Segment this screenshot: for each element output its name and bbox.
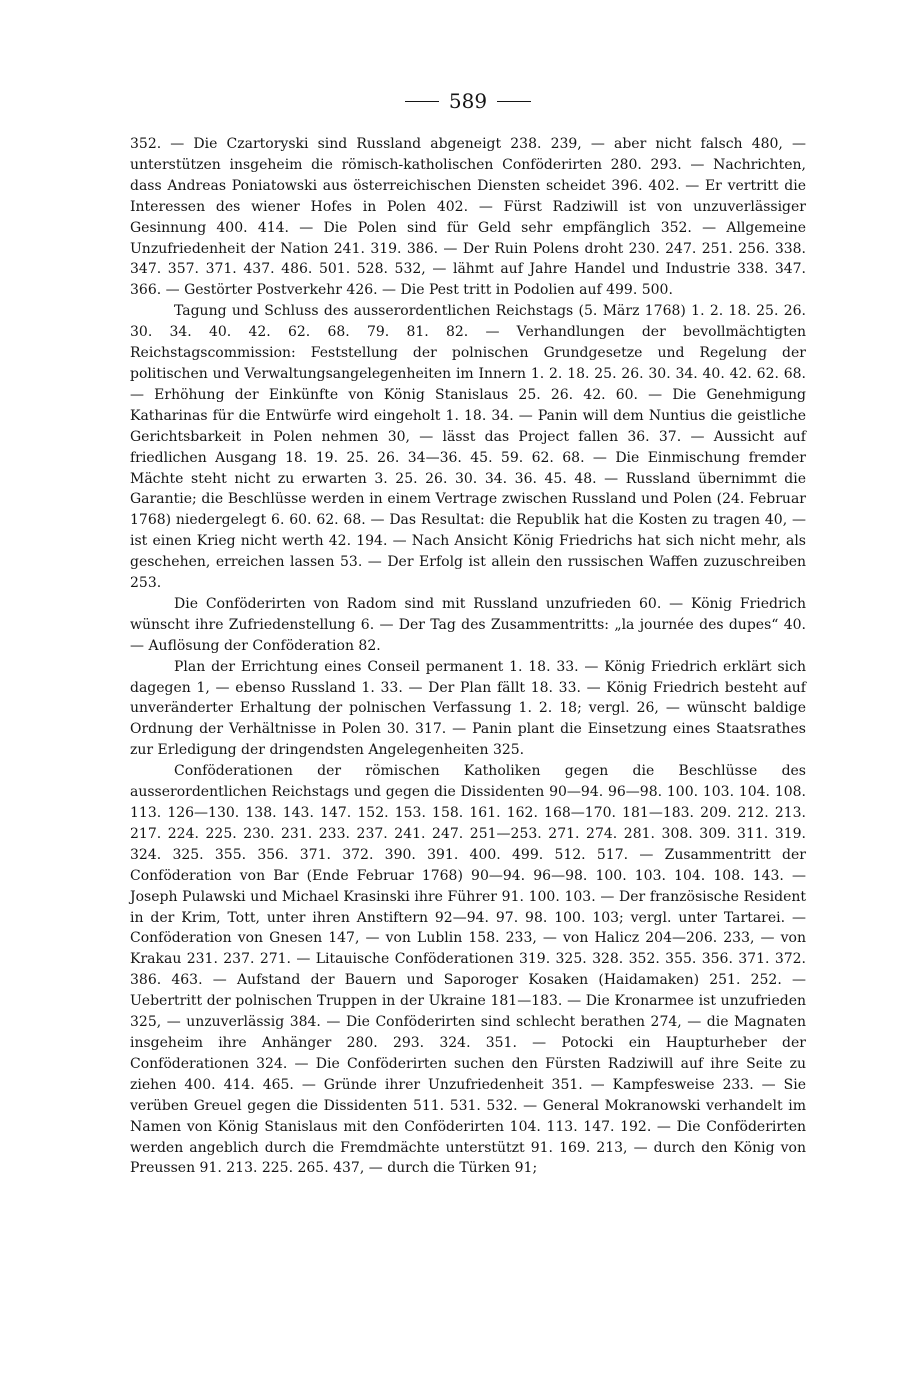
- index-paragraph-1: 352. — Die Czartoryski sind Russland abgeneigt 238. 239, — aber nicht falsch 480, — unterstützen insgeheim die römisch-katholischen Conföderirten 280. 293. — Nachrichten, dass Andreas Poniatowski aus österreichischen Diensten scheidet 396. 402. — Er vertritt die Interessen des wiener Hofes in Polen 402. — Fürst Radziwill ist von unzuverlässiger Gesinnung 400. 414. — Die Polen sind für Geld sehr empfänglich 352. — Allgemeine Unzufriedenheit der Nation 241. 319. 386. — Der Ruin Polens droht 230. 247. 251. 256. 338. 347. 357. 371. 437. 486. 501. 528. 532, — lähmt auf Jahre Handel und Industrie 338. 347. 366. — Gestörter Postverkehr 426. — Die Pest tritt in Podolien auf 499. 500.: [130, 136, 806, 299]
- page-header: [130, 88, 806, 114]
- index-paragraph-5: Conföderationen der römischen Katholiken gegen die Beschlüsse des ausserordentlichen Reichstags und gegen die Dissidenten 90—94. 96—98. 100. 103. 104. 108. 113. 126—130. 138. 143. 147. 152. 153. 158. 161. 162. 168—170. 181—183. 209. 212. 213. 217. 224. 225. 230. 231. 233. 237. 241. 247. 251—253. 271. 274. 281. 308. 309. 311. 319. 324. 325. 355. 356. 371. 372. 390. 391. 400. 499. 512. 517. — Zusammentritt der Conföderation von Bar (Ende Februar 1768) 90—94. 96—98. 100. 103. 104. 108. 143. — Joseph Pulawski und Michael Krasinski ihre Führer 91. 100. 103. — Der französische Resident in der Krim, Tott, unter ihren Anstiftern 92—94. 97. 98. 100. 103; vergl. unter Tartarei. — Conföderation von Gnesen 147, — von Lublin 158. 233, — von Halicz 204—206. 233, — von Krakau 231. 237. 271. — Litauische Conföderationen 319. 325. 328. 352. 355. 356. 371. 372. 386. 463. — Aufstand der Bauern und Saporoger Kosaken (Haidamaken) 251. 252. — Uebertritt der polnischen Truppen in der Ukraine 181—183. — Die Kronarmee ist unzufrieden 325, — unzuverlässig 384. — Die Conföderirten sind schlecht berathen 274, — die Magnaten insgeheim ihre Anhänger 280. 293. 324. 351. — Potocki ein Haupturheber der Conföderationen 324. — Die Conföderirten suchen den Fürsten Radziwill auf ihre Seite zu ziehen 400. 414. 465. — Gründe ihrer Unzufriedenheit 351. — Kampfesweise 233. — Sie verüben Greuel gegen die Dissidenten 511. 531. 532. — General Mokranowski verhandelt im Namen von König Stanislaus mit den Conföderirten 104. 113. 147. 192. — Die Conföderirten werden angeblich durch die Fremdmächte unterstützt 91. 169. 213, — durch den König von Preussen 91. 213. 225. 265. 437, — durch die Türken 91;: [130, 763, 806, 1177]
- index-paragraph-3: Die Conföderirten von Radom sind mit Russland unzufrieden 60. — König Friedrich wünscht ihre Zufriedenstellung 6. — Der Tag des Zusammentritts: „la journée des dupes“ 40. — Auflösung der Conföderation 82.: [130, 595, 806, 654]
- left-rule: [405, 101, 439, 102]
- index-paragraph-4: Plan der Errichtung eines Conseil permanent 1. 18. 33. — König Friedrich erklärt sich dagegen 1, — ebenso Russland 1. 33. — Der Plan fällt 18. 33. — König Friedrich besteht auf unveränderter Erhaltung der polnischen Verfassung 1. 2. 18; vergl. 26, — wünscht baldige Ordnung der Verhältnisse in Polen 30. 317. — Panin plant die Einsetzung eines Staatsrathes zur Erledigung der dringendsten Angelegenheiten 325.: [130, 658, 806, 759]
- document-page: [130, 88, 806, 1179]
- index-paragraph-2: Tagung und Schluss des ausserordentlichen Reichstags (5. März 1768) 1. 2. 18. 25. 26. 30. 34. 40. 42. 62. 68. 79. 81. 82. — Verhandlungen der bevollmächtigten Reichstagscommission: Feststellung der polnischen Grundgesetze und Regelung der politischen und Verwaltungsangelegenheiten im Innern 1. 2. 18. 25. 26. 30. 34. 40. 42. 62. 68. — Erhöhung der Einkünfte von König Stanislaus 25. 26. 42. 60. — Die Genehmigung Katharinas für die Entwürfe wird eingeholt 1. 18. 34. — Panin will dem Nuntius die geistliche Gerichtsbarkeit in Polen nehmen 30, — lässt das Project fallen 36. 37. — Aussicht auf friedlichen Ausgang 18. 19. 25. 26. 34—36. 45. 59. 62. 68. — Die Einmischung fremder Mächte steht nicht zu erwarten 3. 25. 26. 30. 34. 36. 45. 48. — Russland übernimmt die Garantie; die Beschlüsse werden in einem Vertrage zwischen Russland und Polen (24. Februar 1768) niedergelegt 6. 60. 62. 68. — Das Resultat: die Republik hat die Kosten zu tragen 40, — ist einen Krieg nicht werth 42. 194. — Nach Ansicht König Friedrichs hat sich nicht mehr, als geschehen, erreichen lassen 53. — Der Erfolg ist allein den russischen Waffen zuzuschreiben 253.: [130, 303, 806, 592]
- right-rule: [497, 101, 531, 102]
- page-number: 589: [448, 89, 488, 113]
